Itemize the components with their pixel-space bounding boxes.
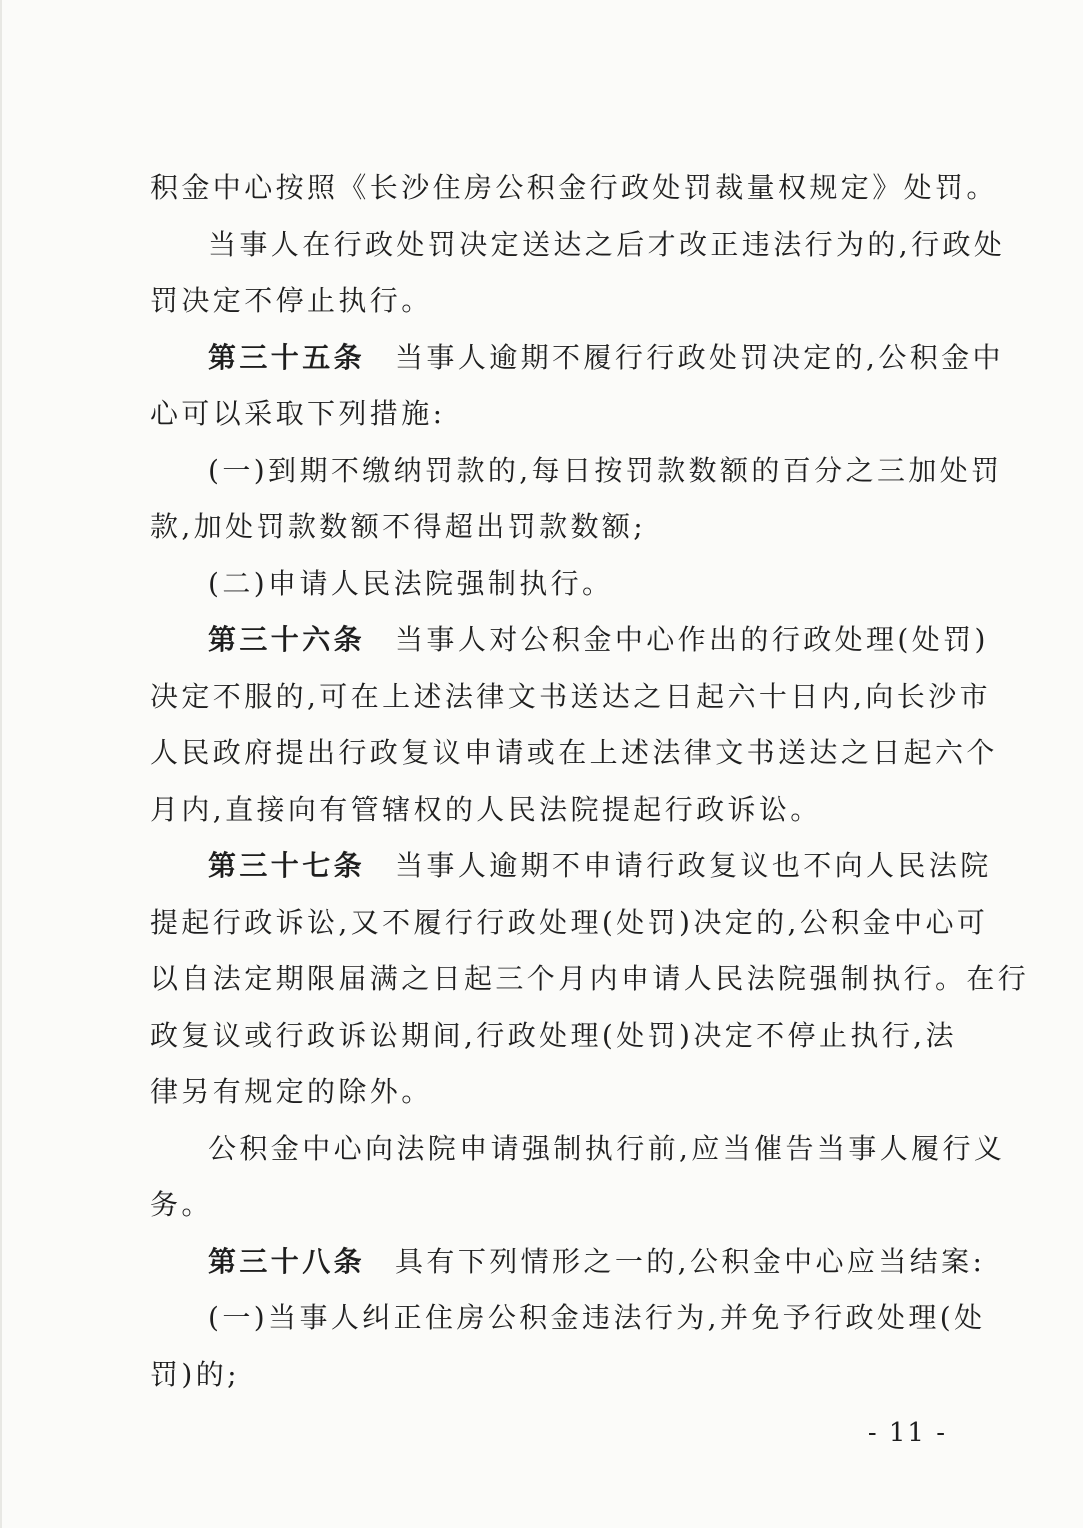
article-line: 第三十五条 当事人逾期不履行行政处罚决定的,公积金中: [208, 340, 1004, 374]
text-line: (二)申请人民法院强制执行。: [208, 566, 614, 600]
text-line: (一)到期不缴纳罚款的,每日按罚款数额的百分之三加处罚: [208, 453, 1003, 487]
text-line: 务。: [150, 1188, 213, 1221]
text-line: 决定不服的,可在上述法律文书送达之日起六十日内,向长沙市: [150, 679, 992, 713]
text-line: (一)当事人纠正住房公积金违法行为,并免予行政处理(处: [208, 1301, 986, 1334]
text-line: 当事人在行政处罚决定送达之后才改正违法行为的,行政处: [208, 227, 1006, 261]
text-line: 款,加处罚款数额不得超出罚款数额;: [150, 510, 647, 543]
text-line: 罚)的;: [150, 1357, 240, 1391]
article-line: 第三十八条 具有下列情形之一的,公积金中心应当结案:: [208, 1244, 986, 1278]
text-line: 以自法定期限届满之日起三个月内申请人民法院强制执行。在行: [150, 962, 1030, 995]
page-number: - 11 -: [867, 1418, 947, 1448]
text-line: 积金中心按照《长沙住房公积金行政处罚裁量权规定》处罚。: [150, 171, 998, 204]
article-heading: 第三十七条: [208, 849, 366, 882]
text-line: 律另有规定的除外。: [150, 1075, 433, 1108]
article-heading: 第三十八条: [208, 1244, 366, 1278]
text-line: 罚决定不停止执行。: [150, 284, 433, 317]
article-heading: 第三十六条: [208, 623, 366, 656]
text-line: 提起行政诉讼,又不履行行政处理(处罚)决定的,公积金中心可: [150, 905, 989, 939]
text-line: 政复议或行政诉讼期间,行政处理(处罚)决定不停止执行,法: [150, 1018, 957, 1052]
text-line: 月内,直接向有管辖权的人民法院提起行政诉讼。: [150, 792, 822, 826]
document-body: [150, 160, 1030, 1403]
text-line: 人民政府提出行政复议申请或在上述法律文书送达之日起六个: [150, 736, 998, 769]
text-line: 心可以采取下列措施:: [150, 397, 446, 430]
text-line: 公积金中心向法院申请强制执行前,应当催告当事人履行义: [208, 1131, 1006, 1165]
article-line: 第三十六条 当事人对公积金中心作出的行政处理(处罚): [208, 623, 989, 656]
article-line: 第三十七条 当事人逾期不申请行政复议也不向人民法院: [208, 849, 992, 882]
article-heading: 第三十五条: [208, 340, 366, 374]
